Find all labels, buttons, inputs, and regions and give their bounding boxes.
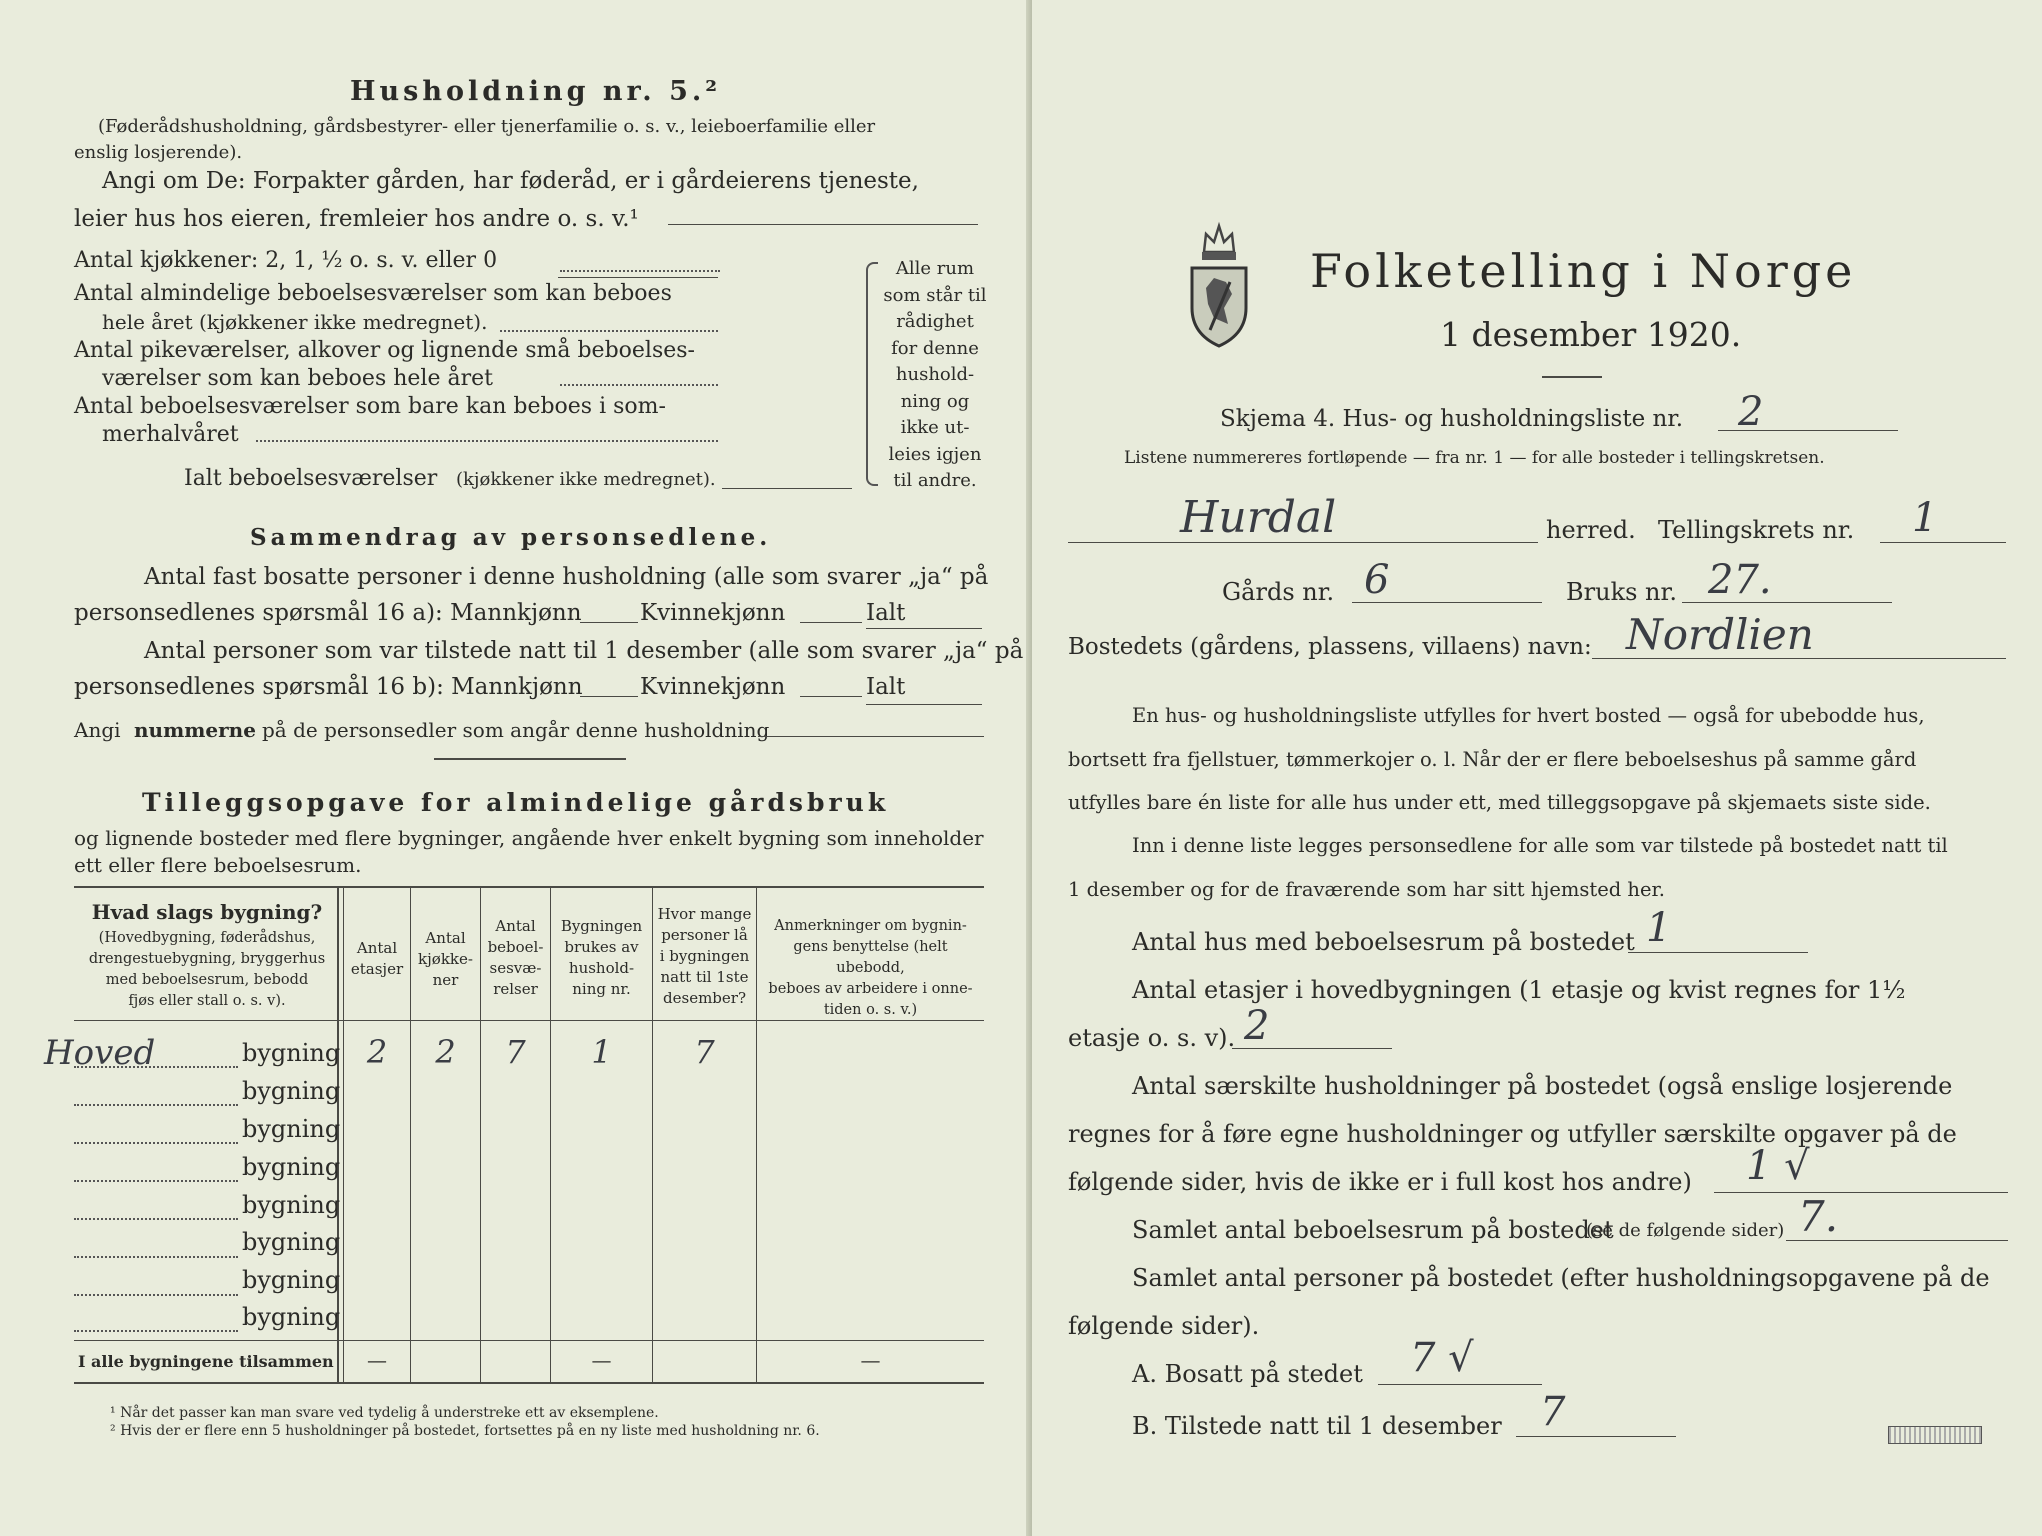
col-type-desc: (Hovedbygning, føderådshus, drengestuebygning, bryggerhus med beboelsesrum, bebodd fjøs eller stall o. s. v).: [88, 930, 326, 1009]
bostedets-handwritten: Nordlien: [1626, 610, 1814, 659]
table-row-label: bygning: [242, 1266, 341, 1294]
q4-note: (se de følgende sider): [1586, 1220, 1785, 1241]
household-title: Husholdning nr. 5.²: [350, 76, 722, 107]
col-beboelsesvaerelser: Antal beboel- sesvæ- relser: [487, 917, 544, 998]
room-brace: [866, 262, 878, 486]
q3-label-c: følgende sider, hvis de ikke er i full kost hos andre): [1068, 1168, 1692, 1196]
summary-1a: Antal fast bosatte personer i denne husholdning (alle som svarer „ja“ på: [144, 564, 989, 590]
angi-line-2: leier hus hos eieren, fremleier hos andre o. s. v.¹: [74, 206, 639, 232]
sommer-label-1: Antal beboelsesværelser som bare kan beboes i som-: [74, 394, 666, 419]
para2-b: 1 desember og for de fraværende som har sitt hjemsted her.: [1068, 878, 1665, 901]
footnote-2: ² Hvis der er flere enn 5 husholdninger på bostedet, fortsettes på en ny liste med husholdning nr. 6.: [110, 1423, 820, 1439]
summary-2b: personsedlenes spørsmål 16 b): Mannkjønn: [74, 674, 583, 700]
col-etasjer: Antal etasjer: [350, 939, 404, 978]
bruks-label: Bruks nr.: [1566, 578, 1677, 606]
col-kjokkener: Antal kjøkke- ner: [418, 929, 473, 989]
alm-label-2: hele året (kjøkkener ikke medregnet).: [102, 310, 488, 334]
q2-label-a: Antal etasjer i hovedbygningen (1 etasje og kvist regnes for 1½: [1132, 976, 1906, 1004]
q3-label-a: Antal særskilte husholdninger på bostedet (også enslige losjerende: [1132, 1072, 1953, 1100]
q4-label: Samlet antal beboelsesrum på bostedet: [1132, 1216, 1614, 1244]
table-row-label: bygning: [242, 1115, 341, 1143]
qa-label: A. Bosatt på stedet: [1132, 1360, 1363, 1388]
printer-stamp-icon: [1888, 1426, 1982, 1444]
q5-label-a: Samlet antal personer på bostedet (efter husholdningsopgavene på de: [1132, 1264, 1990, 1292]
table-row-label: bygning: [242, 1303, 341, 1331]
herred-label: herred.: [1546, 516, 1636, 544]
col-type-title: Hvad slags bygning?: [91, 900, 323, 924]
angi-nr-b: nummerne: [134, 718, 256, 742]
footnote-1: ¹ Når det passer kan man svare ved tydelig å understreke ett av eksemplene.: [110, 1405, 659, 1421]
pike-label-2: værelser som kan beboes hele året: [102, 366, 493, 391]
table-total-label: I alle bygningene tilsammen: [78, 1352, 334, 1371]
side-note: Alle rum som står til rådighet for denne hushold- ning og ikke ut- leies igjen til andre.: [883, 258, 987, 491]
kjokkener-label: Antal kjøkkener: 2, 1, ½ o. s. v. eller 0: [74, 248, 498, 273]
bruks-handwritten: 27.: [1708, 557, 1772, 603]
tillegg-line-1: og lignende bosteder med flere bygninger, angående hver enkelt bygning som inneholder: [74, 826, 984, 850]
qb-handwritten: 7: [1540, 1389, 1566, 1435]
para1-c: utfylles bare én liste for alle hus under ett, med tilleggsopgave på skjemaets siste side.: [1068, 791, 1931, 814]
q3-label-b: regnes for å føre egne husholdninger og utfyller særskilte opgaver på de: [1068, 1120, 1957, 1148]
gards-label: Gårds nr.: [1222, 578, 1335, 606]
q2-handwritten: 2: [1244, 1003, 1270, 1049]
table-row-label: bygning: [242, 1191, 341, 1219]
q2-label-b: etasje o. s. v).: [1068, 1024, 1236, 1052]
col-personer: Hvor mange personer lå i bygningen natt til 1ste desember?: [657, 905, 752, 1007]
angi-nr-c: på de personsedler som angår denne husholdning: [262, 718, 770, 742]
row1-personer: 7: [694, 1033, 715, 1071]
col-husholdning: Bygningen brukes av hushold- ning nr.: [560, 917, 643, 998]
qa-handwritten: 7 √: [1410, 1335, 1474, 1381]
angi-nr-a: Angi: [74, 718, 121, 742]
row1-husholdning: 1: [591, 1033, 612, 1071]
tellingskrets-label: Tellingskrets nr.: [1658, 516, 1855, 544]
summary-title: Sammendrag av personsedlene.: [250, 524, 772, 551]
ialt-label: Ialt beboelsesværelser: [184, 466, 438, 491]
intro-line-1: (Føderådshusholdning, gårdsbestyrer- eller tjenerfamilie o. s. v., leieboerfamilie eller: [98, 116, 876, 137]
table-row-label: bygning: [242, 1077, 341, 1105]
summary-1b: personsedlenes spørsmål 16 a): Mannkjønn: [74, 600, 582, 626]
row1-type-handwritten: Hoved: [44, 1033, 156, 1073]
liste-nr-handwritten: 2: [1738, 389, 1764, 435]
total-etasjer: —: [367, 1348, 387, 1372]
census-title: Folketelling i Norge: [1310, 244, 1857, 298]
q4-handwritten: 7.: [1798, 1192, 1839, 1241]
table-row-label: bygning: [242, 1039, 341, 1067]
para2-a: Inn i denne liste legges personsedlene for alle som var tilstede på bostedet natt til: [1132, 834, 1948, 857]
alm-label-1: Antal almindelige beboelsesværelser som kan beboes: [74, 281, 672, 306]
census-date: 1 desember 1920.: [1440, 315, 1742, 354]
gards-handwritten: 6: [1364, 557, 1390, 603]
row1-kjokkener: 2: [435, 1033, 456, 1071]
summary-1-kvinne: Kvinnekjønn: [640, 600, 786, 626]
ialt-note: (kjøkkener ikke medregnet).: [456, 469, 716, 490]
pike-label-1: Antal pikeværelser, alkover og lignende små beboelses-: [74, 338, 695, 363]
q5-label-b: følgende sider).: [1068, 1312, 1260, 1340]
q3-handwritten: 1 √: [1746, 1143, 1810, 1189]
summary-1-ialt: Ialt: [866, 600, 906, 626]
q1-label: Antal hus med beboelsesrum på bostedet: [1132, 928, 1635, 956]
total-anmerkninger: —: [860, 1348, 881, 1372]
angi-line-1: Angi om De: Forpakter gården, har føderåd, er i gårdeierens tjeneste,: [102, 168, 919, 194]
summary-2-kvinne: Kvinnekjønn: [640, 674, 786, 700]
tillegg-title: Tilleggsopgave for almindelige gårdsbruk: [142, 788, 890, 817]
right-page: [1032, 0, 2042, 1536]
summary-2a: Antal personer som var tilstede natt til 1 desember (alle som svarer „ja“ på: [144, 638, 1024, 664]
para1-a: En hus- og husholdningsliste utfylles for hvert bosted — også for ubebodde hus,: [1132, 704, 1925, 727]
summary-2-ialt: Ialt: [866, 674, 906, 700]
bostedets-label: Bostedets (gårdens, plassens, villaens) navn:: [1068, 634, 1592, 660]
skjema-label: Skjema 4. Hus- og husholdningsliste nr.: [1220, 406, 1684, 432]
tillegg-line-2: ett eller flere beboelsesrum.: [74, 853, 362, 877]
row1-vaerelser: 7: [505, 1033, 526, 1071]
table-row-label: bygning: [242, 1153, 341, 1181]
table-row-label: bygning: [242, 1228, 341, 1256]
col-anmerkninger: Anmerkninger om bygnin- gens benyttelse (helt ubebodd, beboes av arbeidere i onne- tiden o. s. v.): [768, 918, 973, 1018]
listene-note: Listene nummereres fortløpende — fra nr. 1 — for alle bosteder i tellingskretsen.: [1124, 448, 1825, 468]
total-husholdning: —: [591, 1348, 612, 1372]
herred-handwritten: Hurdal: [1180, 492, 1337, 543]
tellingskrets-handwritten: 1: [1912, 495, 1938, 541]
intro-line-2: enslig losjerende).: [74, 142, 243, 163]
qb-label: B. Tilstede natt til 1 desember: [1132, 1412, 1502, 1440]
row1-etasjer: 2: [366, 1033, 388, 1071]
sommer-label-2: merhalvåret: [102, 422, 239, 447]
para1-b: bortsett fra fjellstuer, tømmerkojer o. l. Når der er flere beboelseshus på samme gård: [1068, 748, 1917, 771]
q1-handwritten: 1: [1646, 905, 1672, 951]
coat-of-arms-icon: [1184, 212, 1254, 352]
